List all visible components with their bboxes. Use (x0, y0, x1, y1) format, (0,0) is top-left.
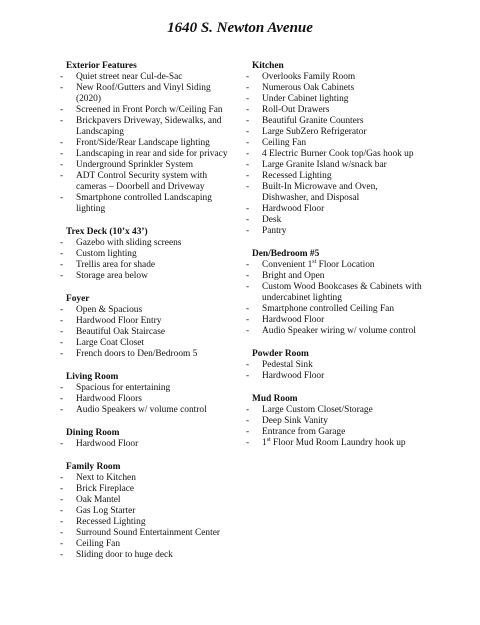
list-item: - Next to Kitchen (58, 473, 233, 484)
list-item: - Pantry (244, 226, 424, 237)
section-powder-room (244, 349, 424, 382)
list-item: - Pedestal Sink (244, 360, 424, 371)
section-heading: Trex Deck (10’x 43’) (66, 227, 148, 237)
section-heading: Kitchen (252, 61, 284, 71)
feature-list (244, 360, 424, 382)
section-heading: Exterior Features (66, 61, 137, 71)
section-heading: Den/Bedroom #5 (252, 249, 320, 259)
list-item: - Sliding door to huge deck (58, 550, 233, 561)
list-item: - Audio Speakers w/ volume control (58, 405, 233, 416)
list-item: - Trellis area for shade (58, 260, 233, 271)
list-item: - New Roof/Gutters and Vinyl Siding (2020) (58, 83, 233, 105)
list-item: - Entrance from Garage (244, 427, 424, 438)
list-item: - Landscaping in rear and side for privacy (58, 149, 233, 160)
list-item: - Large Coat Closet (58, 338, 233, 349)
section-foyer (58, 294, 233, 360)
right-column (244, 61, 424, 461)
list-item: - Numerous Oak Cabinets (244, 83, 424, 94)
list-item: - Desk (244, 215, 424, 226)
section-heading: Powder Room (252, 349, 309, 359)
left-column (58, 61, 233, 573)
list-item: - Hardwood Floor Entry (58, 316, 233, 327)
list-item: - Gas Log Starter (58, 506, 233, 517)
list-item: - Smartphone controlled Landscaping lighting (58, 193, 233, 215)
list-item: - Hardwood Floor (58, 439, 233, 450)
list-item: - Brick Fireplace (58, 484, 233, 495)
feature-list (58, 473, 233, 561)
list-item: - 1st Floor Mud Room Laundry hook up (244, 438, 424, 449)
list-item: - Deep Sink Vanity (244, 416, 424, 427)
list-item: - Brickpavers Driveway, Sidewalks, and Landscaping (58, 116, 233, 138)
list-item: - Hardwood Floor (244, 315, 424, 326)
list-item: - Built-In Microwave and Oven, Dishwasher, and Disposal (244, 182, 424, 204)
list-item: - Hardwood Floor (244, 371, 424, 382)
list-item: - Roll-Out Drawers (244, 105, 424, 116)
section-trex-deck-10-x-43 (58, 227, 233, 282)
section-den-bedroom-5 (244, 249, 424, 337)
list-item: - Hardwood Floor (244, 204, 424, 215)
section-living-room (58, 372, 233, 416)
list-item: - Under Cabinet lighting (244, 94, 424, 105)
section-dining-room (58, 428, 233, 450)
list-item: - Convenient 1st Floor Location (244, 260, 424, 271)
list-item: - Custom Wood Bookcases & Cabinets with undercabinet lighting (244, 282, 424, 304)
list-item: - Open & Spacious (58, 305, 233, 316)
list-item: - Front/Side/Rear Landscape lighting (58, 138, 233, 149)
feature-list (58, 439, 233, 450)
feature-list (58, 72, 233, 215)
list-item: - Smartphone controlled Ceiling Fan (244, 304, 424, 315)
list-item: - Recessed Lighting (58, 517, 233, 528)
feature-list (244, 405, 424, 449)
list-item: - Surround Sound Entertainment Center (58, 528, 233, 539)
list-item: - Ceiling Fan (244, 138, 424, 149)
list-item: - Audio Speaker wiring w/ volume control (244, 326, 424, 337)
list-item: - French doors to Den/Bedroom 5 (58, 349, 233, 360)
list-item: - Screened in Front Porch w/Ceiling Fan (58, 105, 233, 116)
list-item: - Bright and Open (244, 271, 424, 282)
section-kitchen (244, 61, 424, 237)
section-heading: Dining Room (66, 428, 120, 438)
list-item: - 4 Electric Burner Cook top/Gas hook up (244, 149, 424, 160)
section-heading: Foyer (66, 294, 90, 304)
list-item: - Beautiful Oak Staircase (58, 327, 233, 338)
section-family-room (58, 462, 233, 561)
list-item: - Underground Sprinkler System (58, 160, 233, 171)
list-item: - Ceiling Fan (58, 539, 233, 550)
feature-list (244, 260, 424, 337)
list-item: - Hardwood Floors (58, 394, 233, 405)
section-heading: Family Room (66, 462, 121, 472)
feature-list (244, 72, 424, 237)
list-item: - Custom lighting (58, 249, 233, 260)
feature-list (58, 305, 233, 360)
list-item: - Oak Mantel (58, 495, 233, 506)
section-exterior-features (58, 61, 233, 215)
list-item: - Storage area below (58, 271, 233, 282)
list-item: - Overlooks Family Room (244, 72, 424, 83)
feature-list (58, 383, 233, 416)
feature-list (58, 238, 233, 282)
list-item: - ADT Control Security system with cameras – Doorbell and Driveway (58, 171, 233, 193)
list-item: - Large Granite Island w/snack bar (244, 160, 424, 171)
list-item: - Large Custom Closet/Storage (244, 405, 424, 416)
list-item: - Gazebo with sliding screens (58, 238, 233, 249)
list-item: - Beautiful Granite Counters (244, 116, 424, 127)
page-title: 1640 S. Newton Avenue (167, 20, 313, 36)
list-item: - Large SubZero Refrigerator (244, 127, 424, 138)
list-item: - Spacious for entertaining (58, 383, 233, 394)
section-heading: Mud Room (252, 394, 298, 404)
section-mud-room (244, 394, 424, 449)
list-item: - Quiet street near Cul-de-Sac (58, 72, 233, 83)
list-item: - Recessed Lighting (244, 171, 424, 182)
section-heading: Living Room (66, 372, 119, 382)
